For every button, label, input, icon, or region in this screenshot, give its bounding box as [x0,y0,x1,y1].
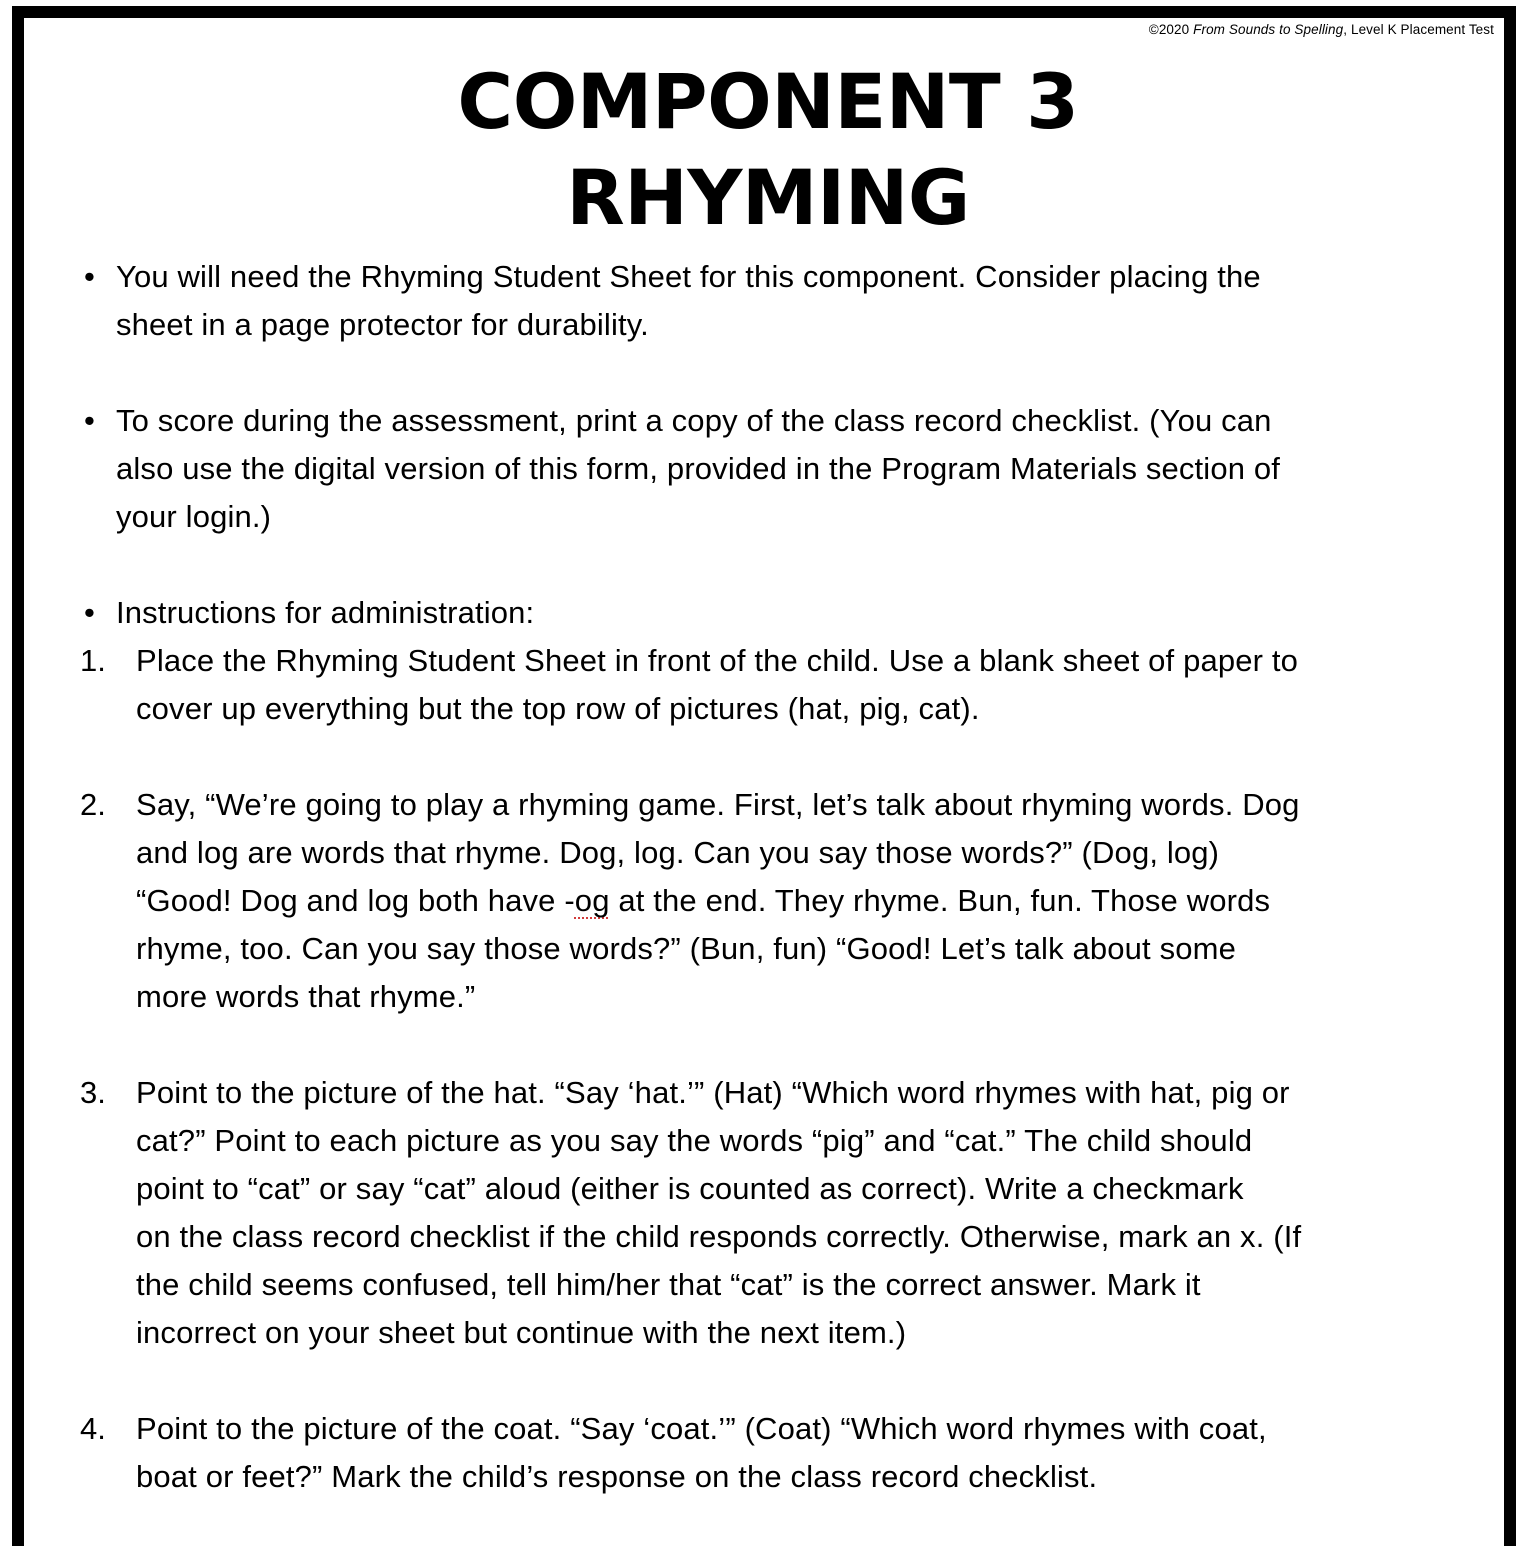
step-text-line: more words that rhyme.” [136,979,476,1014]
bullet-text-line: sheet in a page protector for durability. [116,307,649,342]
step-text-line [136,877,1270,925]
step-number: 4. [80,1411,106,1446]
step-text-line: Point to the picture of the coat. “Say ‘coat.’” (Coat) “Which word rhymes with coat, [136,1411,1267,1446]
step-number: 1. [80,643,106,678]
step-text-line: and log are words that rhyme. Dog, log. Can you say those words?” (Dog, log) [136,835,1220,870]
step-text-line: incorrect on your sheet but continue with the next item.) [136,1315,907,1350]
step-text-line: Say, “We’re going to play a rhyming game. First, let’s talk about rhyming words. Dog [136,787,1300,822]
copyright-title: From Sounds to Spelling [1193,22,1344,37]
step-text-line: cover up everything but the top row of pictures (hat, pig, cat). [136,691,980,726]
step-text-line: boat or feet?” Mark the child’s response on the class record checklist. [136,1459,1098,1494]
spellcheck-marked-word: og [574,883,610,918]
step-text-segment: at the end. They rhyme. Bun, fun. Those words [609,883,1271,918]
step-number: 2. [80,787,106,822]
bullet-text-line: Instructions for administration: [116,595,535,630]
step-text-line: rhyme, too. Can you say those words?” (Bun, fun) “Good! Let’s talk about some [136,931,1236,966]
bullet-text-line: You will need the Rhyming Student Sheet for this component. Consider placing the [116,259,1261,294]
step-text-segment: “Good! Dog and log both have - [136,883,575,918]
bullet-marker: • [84,595,95,630]
title-line-rhyming: RHYMING [566,153,970,242]
step-number: 3. [80,1075,106,1110]
page-title [0,54,1536,246]
copyright-notice [1149,22,1494,37]
step-text-line: on the class record checklist if the child responds correctly. Otherwise, mark an x. (If [136,1219,1302,1254]
bullet-marker: • [84,403,95,438]
step-text-line: Place the Rhyming Student Sheet in front of the child. Use a blank sheet of paper to [136,643,1299,678]
title-line-component: COMPONENT 3 [457,57,1079,146]
bullet-text-line: also use the digital version of this form, provided in the Program Materials section of [116,451,1281,486]
bullet-text-line: To score during the assessment, print a copy of the class record checklist. (You can [116,403,1272,438]
step-text-line: cat?” Point to each picture as you say the words “pig” and “cat.” The child should [136,1123,1253,1158]
copyright-prefix: ©2020 [1148,22,1194,37]
bullet-text-line: your login.) [116,499,272,534]
step-text-line: the child seems confused, tell him/her that “cat” is the correct answer. Mark it [136,1267,1201,1302]
step-text-line: point to “cat” or say “cat” aloud (either is counted as correct). Write a checkmark [136,1171,1244,1206]
copyright-suffix: , Level K Placement Test [1343,22,1494,37]
step-text-line: Point to the picture of the hat. “Say ‘hat.’” (Hat) “Which word rhymes with hat, pig or [136,1075,1290,1110]
bullet-marker: • [84,259,95,294]
